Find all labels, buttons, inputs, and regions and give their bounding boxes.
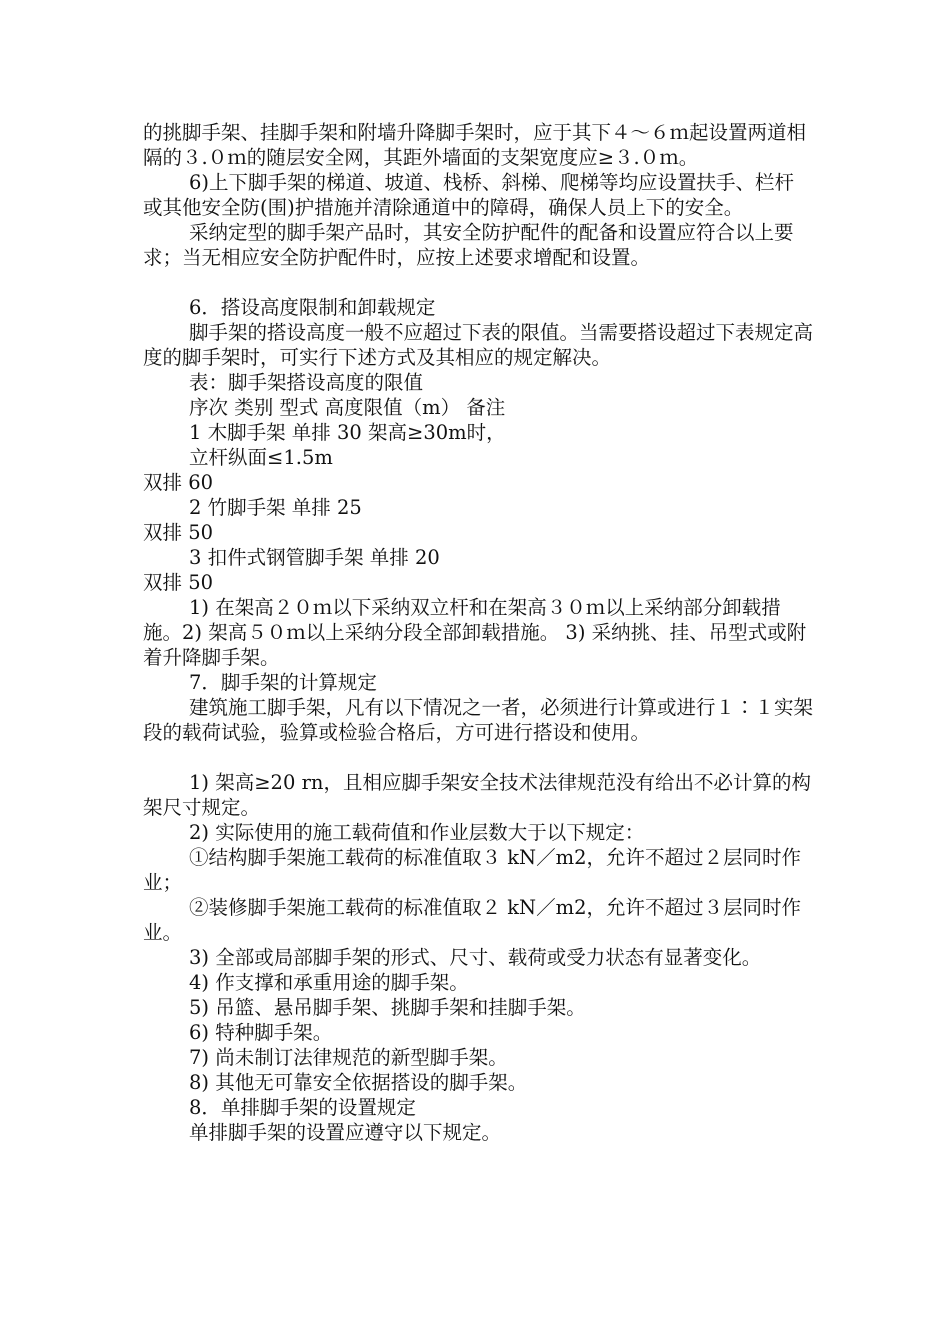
table-caption: 表：脚手架搭设高度的限值	[189, 371, 424, 394]
table-row-2-double: 双排 50	[143, 521, 214, 544]
table-row-1: 1 木脚手架 单排 30 架高≥30m时，	[189, 421, 506, 444]
section-heading-8: 8．单排脚手架的设置规定	[189, 1096, 416, 1119]
table-row-3: 3 扣件式钢管脚手架 单排 20	[189, 546, 440, 569]
paragraph-gap	[143, 745, 813, 770]
section-heading-6: 6．搭设高度限制和卸载规定	[189, 296, 436, 319]
list-subitem-2: ②装修脚手架施工载荷的标准值取２ kN／m2，允许不超过３层同时作业。	[143, 896, 801, 944]
list-item-2: 2) 实际使用的施工载荷值和作业层数大于以下规定：	[189, 821, 645, 844]
document-body	[143, 120, 813, 1145]
paragraph-calculation: 建筑施工脚手架，凡有以下情况之一者，必须进行计算或进行１∶１实架段的载荷试验，验算或检验合格后，方可进行搭设和使用。	[143, 696, 814, 744]
list-item-3: 3) 全部或局部脚手架的形式、尺寸、载荷或受力状态有显著变化。	[189, 946, 762, 969]
paragraph-unloading-measures: 1) 在架高２０ｍ以下采纳双立杆和在架高３０ｍ以上采纳部分卸载措施。2) 架高５０ｍ以上采纳分段全部卸载措施。 3) 采纳挑、挂、吊型式或附着升降脚手架。	[143, 596, 807, 669]
paragraph-height-limit: 脚手架的搭设高度一般不应超过下表的限值。当需要搭设超过下表规定高度的脚手架时，可实行下述方式及其相应的规定解决。	[143, 321, 814, 369]
list-item-7: 7) 尚未制订法律规范的新型脚手架。	[189, 1046, 508, 1069]
list-item-6: 6) 特种脚手架。	[189, 1021, 333, 1044]
list-subitem-1: ①结构脚手架施工载荷的标准值取３ kN／m2，允许不超过２层同时作业；	[143, 846, 801, 894]
paragraph-single-row: 单排脚手架的设置应遵守以下规定。	[189, 1121, 502, 1144]
table-row-1-double: 双排 60	[143, 471, 214, 494]
list-item-4: 4) 作支撑和承重用途的脚手架。	[189, 971, 469, 994]
table-row-3-double: 双排 50	[143, 571, 214, 594]
list-item-5: 5) 吊篮、悬吊脚手架、挑脚手架和挂脚手架。	[189, 996, 586, 1019]
paragraph-ladders: 6)上下脚手架的梯道、坡道、栈桥、斜梯、爬梯等均应设置扶手、栏杆或其他安全防(围)护措施并清除通道中的障碍，确保人员上下的安全。	[143, 171, 795, 219]
paragraph-gap	[143, 270, 813, 295]
table-row-2: 2 竹脚手架 单排 25	[189, 496, 362, 519]
section-heading-7: 7．脚手架的计算规定	[189, 671, 377, 694]
list-item-1: 1) 架高≥20 rn，且相应脚手架安全技术法律规范没有给出不必计算的构架尺寸规定。	[143, 771, 811, 819]
paragraph-standard-products: 采纳定型的脚手架产品时，其安全防护配件的配备和设置应符合以上要求；当无相应安全防护配件时，应按上述要求增配和设置。	[143, 221, 794, 269]
table-row-1-note: 立杆纵面≤1.5m	[189, 446, 333, 469]
list-item-8: 8) 其他无可靠安全依据搭设的脚手架。	[189, 1071, 528, 1094]
paragraph-safety-net: 的挑脚手架、挂脚手架和附墙升降脚手架时，应于其下４～６ｍ起设置两道相隔的３.０ｍ的随层安全网，其距外墙面的支架宽度应≥３.０ｍ。	[143, 121, 807, 169]
table-header-row: 序次 类别 型式 高度限值（m） 备注	[189, 396, 506, 419]
